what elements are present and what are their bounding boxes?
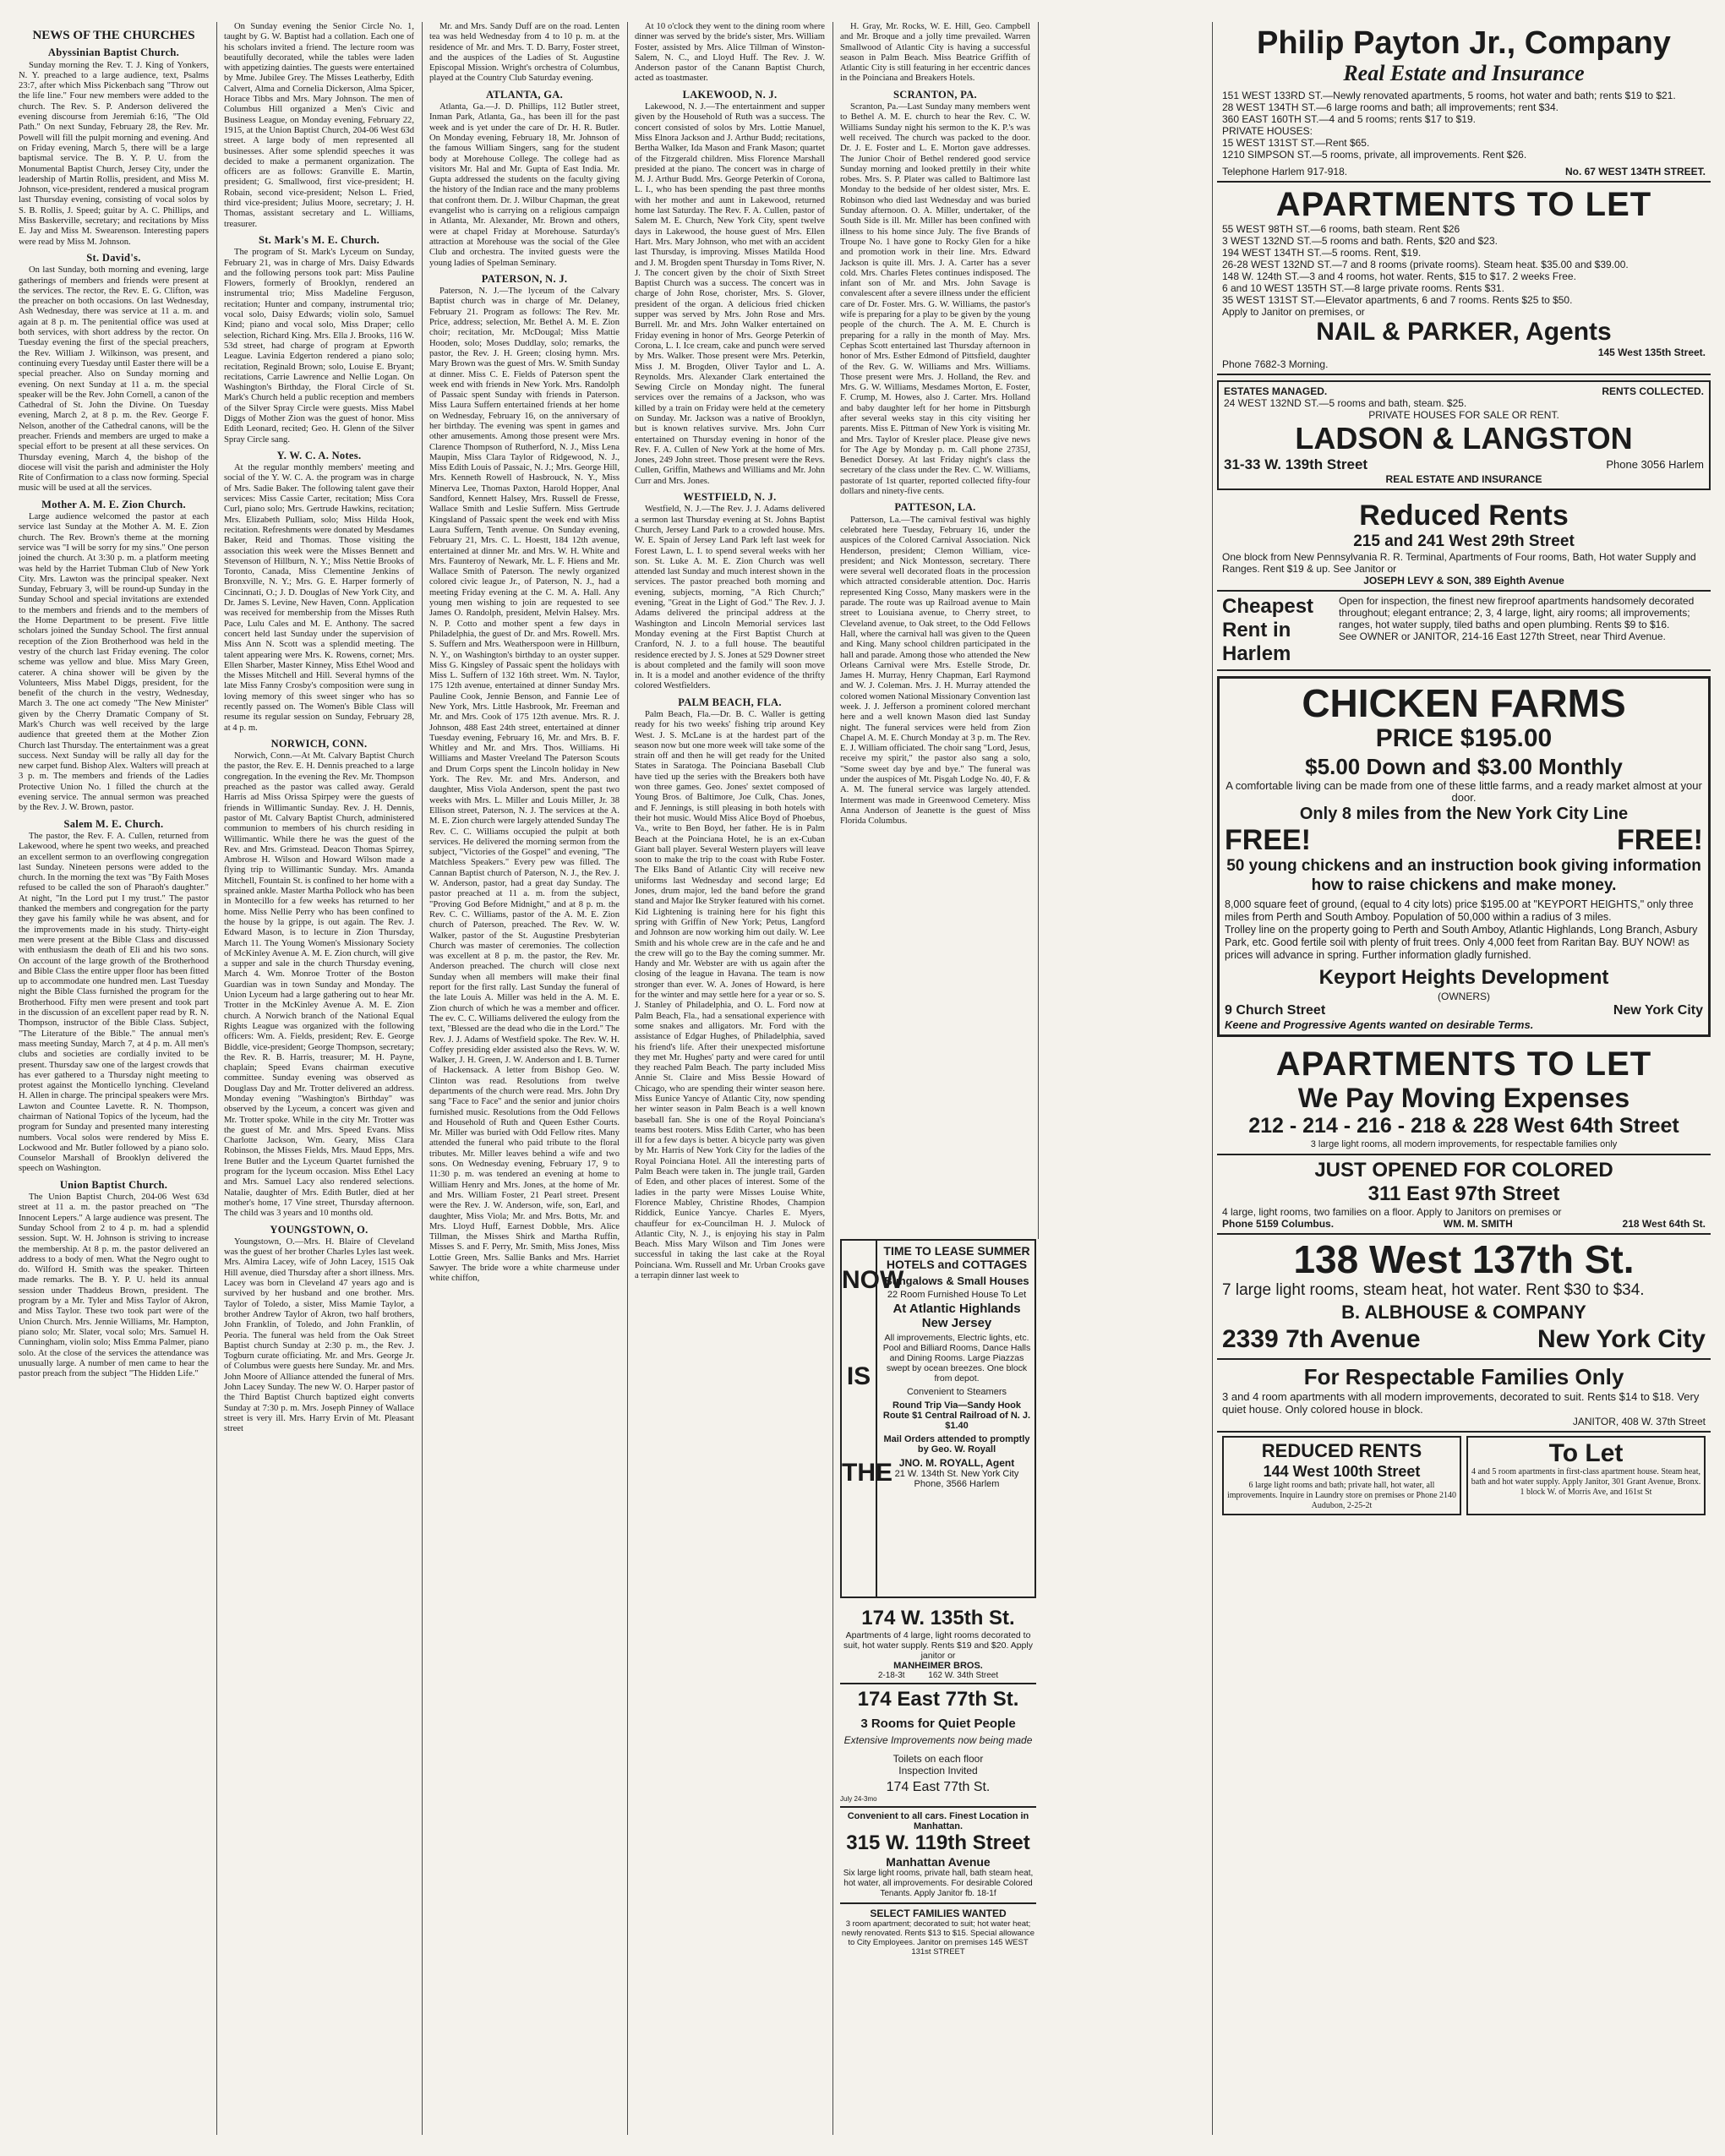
ad-phone: Telephone Harlem 917-918. bbox=[1222, 166, 1348, 177]
ad-line: PRIVATE HOUSES FOR SALE OR RENT. bbox=[1368, 409, 1559, 421]
ad-address: 311 East 97th Street bbox=[1367, 1182, 1560, 1205]
ad-line: 35 WEST 131ST ST.—Elevator apartments, 6 and 7 rooms. Rents $25 to $50. bbox=[1222, 294, 1573, 306]
chicken-farms-ad bbox=[1217, 676, 1711, 1037]
article-body: Lakewood, N. J.—The entertainment and supper given by the Household of Ruth was a success. The concert consisted of solos by Mrs. Lottie Manuel, Miss Elnora Jackson and J. Arthur Budd; recitations, Bertha Walker, Ida Mason and Frank Mason; quartet of the Fitzgerald children. Miss Florence Marshall presided at the piano. The concert was in charge of M. J. Arthur Budd. Mrs. George Peterkin of Corona, L. I., who has been spending the past three months with her mother and aunt in Lakewood, returned home last Saturday. The Rev. F. A. Cullen, pastor of Salem M. E. Church, New York City, spent twelve days in Lakewood, the house guest of Mrs. Ellen Hart. Mrs. Mary Johnson, who met with an accident last Thursday, is improving. Misses Matilda Hood and J. M. Brogden spent Thursday in Toms River, N. J. The concert given by the choir of Sixth Street Baptist Church was a success. The concert was in charge of John Rose, chorister, Mrs. S. Glover, president of the organ. A delicious fried chicken supper was served by Mrs. John Rose and Mrs. Burrell. Mr. and Mrs. John Walker entertained on Friday evening in honor of Mrs. George Peterkin of Corona, L. I. Ice cream, cake and punch were served by Mrs. Walker. Those present were Mrs. Peterkin, Miss J. M. Brogden, Oliver Taylor and L. A. Reynolds. Mrs. Alexander Clark entertained the Sewing Circle on Monday night. The funeral services over the remains of a Jackson, who was killed by a train on Friday were held at the cemetery on Sunday. Mr. Jackson was a native of Brooklyn, but is known relatives survive. Mrs. John Curr entertained on Thursday evening in honor of the Rev. F. A. Cullen of New York at the home of Mrs. Jones, 249 John street. Those present were the Revs. Cullen, Griffin, Mathews and Williams and Mr. John Curr and Mrs. Jones. bbox=[635, 102, 825, 486]
ad-title: 174 W. 135th St. bbox=[861, 1607, 1015, 1629]
ad-address: 145 West 135th Street. bbox=[1597, 347, 1706, 358]
ad-line: Extensive Improvements now being made bbox=[843, 1734, 1033, 1746]
column-1-sections bbox=[19, 47, 209, 1379]
ad-address: 2339 7th Avenue bbox=[1222, 1325, 1421, 1353]
article-body: The program of St. Mark's Lyceum on Sunday, February 21, was in charge of Mrs. Daisy Edwards and the following persons took part: Miss Pauline Flowers, formerly of Brooklyn, rendered an instrumental trio; Miss Madeline Ferguson, recitation; Hunter and company, instrumental trio; vocal solo, Daisy Edwards; violin solo, Samuel Kind; piano and vocal solo, Miss Draper; cello selection, Richard King. Mrs. Ella J. Brooks, 116 W. 53d street, had charge of program at Epworth League. Lavinia Edgerton rendered a piano solo; recitation, Reginald Brown; solo, Louise E. Bryant; recitations, Carrie Lawrence and Nellie Logan. On Washington's Birthday, the Floral Circle of St. Mark's Church held a public reception and members of the Silver Spray Circle were guests. Miss Mabel Diggs of Mother Zion was the guest of honor. Miss Edith Leonard, recited; Geo. H. Glenn of the Silver Spray Circle sang. bbox=[224, 248, 414, 445]
column-divider bbox=[422, 22, 423, 2135]
ad-terms: $5.00 Down and $3.00 Monthly bbox=[1305, 754, 1623, 779]
ad-address: No. 67 WEST 134TH STREET. bbox=[1564, 166, 1706, 177]
ad-line: 151 WEST 133RD ST.—Newly renovated apartments, 5 rooms, hot water and bath; rents $19 to $21. bbox=[1222, 90, 1676, 101]
ad-subtitle: We Pay Moving Expenses bbox=[1297, 1083, 1630, 1113]
column-divider bbox=[1038, 22, 1039, 1239]
article-heading: WESTFIELD, N. J. bbox=[683, 491, 777, 504]
ad-title: APARTMENTS TO LET bbox=[1275, 1045, 1652, 1083]
ad-174-w-135th bbox=[840, 1604, 1036, 1684]
ad-line: 24 WEST 132ND ST.—5 rooms and bath, steam. $25. bbox=[1224, 397, 1467, 409]
just-opened-ad bbox=[1217, 1155, 1711, 1235]
ad-title: For Respectable Families Only bbox=[1303, 1364, 1624, 1389]
ad-title: LADSON & LANGSTON bbox=[1295, 421, 1633, 456]
newspaper-page bbox=[19, 22, 1711, 2135]
ad-title: SELECT FAMILIES WANTED bbox=[870, 1908, 1007, 1919]
reduced-rents-100th-ad bbox=[1222, 1436, 1461, 1515]
article-body: Youngstown, O.—Mrs. H. Blaire of Cleveland was the guest of her brother Charles Lyles last week. Mrs. Almira Lacey, wife of John Lacey, 1515 Oak Hill avenue, died Thursday after a short illness. Mrs. Lacey was born in Cleveland 47 years ago and is survived by her husband and one brother. Mrs. Taylor of Toledo, a sister, Miss Mamie Taylor, a brother Andrew Taylor of Akron, two half brothers, John Franklin, of Toledo, and John Franklin, of Peoria. The funeral was held from the Oak Street Baptist church Sunday at 2:30 p. m., the Rev. J. Togburn curate officiating. Mr. and Mrs. George Jr. of Columbus were guests here Sunday. Mr. and Mrs. John Moore of Alliance attended the funeral of Mrs. John Lacey Sunday. The new W. O. Harper pastor of the Third Baptist Church baptized eight converts Sunday at 7:30 p. m. Mrs. Joseph Pinney of Wallace street is very ill. Mrs. Harry Ervin of Mt. Pleasant street bbox=[224, 1236, 414, 1434]
ad-select-families bbox=[840, 1904, 1036, 1960]
free-label: FREE! bbox=[1225, 824, 1311, 856]
ad-text: 4 and 5 room apartments in first-class apartment house. Steam heat, bath and hot water supply. Apply Janitor, 301 Grant Avenue, Bronx. 1 block W. of Morris Ave, and 161st St bbox=[1471, 1467, 1701, 1497]
ad-title: REDUCED RENTS bbox=[1261, 1440, 1422, 1461]
ad-footer: REAL ESTATE AND INSURANCE bbox=[1385, 473, 1542, 485]
article-body: Patterson, La.—The carnival festival was highly celebrated here Tuesday, February 16, under the auspices of the Colored Carnival Association. Nick Henderson, president; Clemon William, vice-president; and Nick Montesson, secretary. There were several well decorated floats in the procession which attracted considerable attention. Doc. Harris represented King Cosso, Many maskers were in the parade. The route was up Railroad avenue to Main street to Louisiana avenue, to Cherry street, to Cleveland avenue, to Oak street, to the Odd Fellows Hall, where the carnival hall was given to the Queen and King. Many school children participated in the hall and parade. Among those who attended the New Orleans Carnival were Mrs. Estelle Strode, Dr. James H. Murray, Henry Chapman, Earl Raymond and W. J. Coleman. Mrs. J. H. Murray attended the colored women National Missionary Convention last week. J. J. Jefferson a prominent colored merchant here and a well known Mason died last Sunday night. The funeral services were held from Zion Chapel A. M. E. Church Monday at 3 p. m. The Rev. E. J. William officiated. The choir sang "Lord, Jesus, receive my spirit," the pastor also sang a solo, "Some sweet day bye and bye." The funeral was under the auspices of Mt. Pisgah Lodge No. 40, F. & A. M. The funeral service was largely attended. Interment was made in Greenwood Cemetery. Miss Anna Anderson of Jeanette is the guest of Miss Florida Columbus. bbox=[840, 515, 1030, 827]
article-heading: St. Mark's M. E. Church. bbox=[258, 233, 380, 246]
ad-subtitle: Bungalows & Small Houses bbox=[884, 1274, 1029, 1287]
ad-phone: Phone, 3566 Harlem bbox=[914, 1479, 1000, 1489]
ad-line: Apply to Janitor on premises, or bbox=[1222, 306, 1365, 318]
article-heading: Abyssinian Baptist Church. bbox=[47, 46, 180, 59]
ad-line: (OWNERS) bbox=[1438, 991, 1490, 1002]
ad-line: 360 EAST 160TH ST.—4 and 5 rooms; rents $17 to $19. bbox=[1222, 113, 1476, 125]
column-divider bbox=[1212, 22, 1213, 2135]
ad-subtitle: Real Estate and Insurance bbox=[1343, 61, 1585, 85]
article-body: Paterson, N. J.—The lyceum of the Calvary Baptist church was in charge of Mr. Delaney, February 21. Program as follows: The Rev. Mr. Price, address; selection, Mr. Bethel A. M. E. Zion choir; recitation, Mr. McDougal; Miss Mattie Hooden, solo; Moses Duddlay, solo; remarks, the pastor, the Rev. J. H. Green; closing hymn. Mrs. Mary Brown was the guest of Mrs. W. Smith Sunday at dinner. Miss C. E. Fields of Paterson spent the week end with friends in New York. Mrs. Randolph of Passaic spent Sunday with friends in Paterson. Miss Laura Suffern entertained friends at her home on Wednesday, February 16, on the anniversary of her birthday. The evening was spent in games and other amusements. Among those present were Mrs. Clarence Thompson of Rutherford, N. J., Miss Lena Maupin, Miss Clara Taylor of Ridgewood, N. J., Miss Edith Louis of Passaic, N. J.; Mrs. George Hill, Mrs. Kenneth Rowell of Hasbrouck, N. Y., Miss Minerva Lee, Thomas Paxton, Harold Hopper, Anal Sandford, Kennett Halsey, Mrs. Russell de Fresse, Wallace Smith and Leslie Suffern. Miss Gertrude Kingsland of Passaic spent the week end with Miss Laura Suffern, Tenth avenue. On Sunday evening, February 21, Mrs. C. L. Hoestt, 184 12th avenue, entertained at dinner Mr. and Mrs. W. H. White and Mrs. Faunteroy of Newark, Mr. L. F. Hiens and Mr. Wallace Smith of Paterson. The newly organized colored civic league Jr., of Paterson, N. J., had a meeting Friday evening at the C. M. A. Hall. Any young men wishing to join are requested to see James O. Randolph, president, Melvin Halsey. Mrs. N. P. Cotto and mother spent a few days in Philadelphia, the guest of Dr. and Mrs. Rowell. Mrs. S. Suffern and Mrs. Weatherspoon were in Hillburn, N. Y., on Washington's birthday to an oyster supper. Miss G. Kingsley of Passaic spent the holidays with Miss L. Suffern of 132 16th street. Wm. N. Taylor, 175 12th avenue, entertained at dinner Sunday Mrs. Pauline Cook, Jennie Benson, and Fannie Lee of New York, Mrs. Little Hasbrook, Mr. Freeman and Mr. and Mrs. Cook of 175 12th avenue. Mrs. R. J. Johnson, 488 East 24th street, entertained at dinner Tuesday evening, February 16, Mr. and Mrs. B. F. Whitley and Mr. and Mrs. Thos. Williams. Hi Williams and Master Vreeland The Paterson Scouts and Drum Corps spent the Lincoln holiday in New York. The Rev. Mr. and Mrs. Anderson, and daughter, Miss Viola Anderson, spent the past two weeks with Mrs. L. Miller and Louis Miller, Jr. 38 Ellison street, Paterson, N. J. The services at the A. M. E. Zion church were largely attended Sunday The Rev. C. C. Williams occupied the pulpit at both services. He delivered the morning sermon from the subject, "Victories of the Gospel" and evening, "The Matchless Speakers." Every pew was filled. The Cannan Baptist church of Paterson, N. J., the Rev. J. W. Anderson, pastor, had a great day Sunday. The pastor preached at 11 a. m. from the subject, "Proving God Before Midnight," and at 8 p. m. the Rev. C. C. Williams, pastor of the A. M. E. Zion church of Paterson, preached. The Rev. W. W. Walker, pastor of the St. Augustine Presbyterian Church was master of ceremonies. The collection was excellent at 8 p. m. the pastor, the Rev. Mr. Anderson preached. The church will close next Sunday when all members will make their final report for the first rally. Last Sunday the funeral of the late Louis A. Miller was held in the A. M. E. Zion church of which he was a member and officer. The ev. C. C. Williams delivered the eulogy from the text, "Blessed are the dead who die in the Lord." The Rev. J. J. Adams of Westfield spoke. The Rev. W. H. Coffey presiding elder assisted also the Revs. W. W. Walker, J. H. Green, J. W. Anderson and I. B. Turner of Hackensack. A letter from Bishop Geo. W. Clinton was read. Resolutions from twelve departments of the church were read. Mrs. John Dry sang "Face to Face" and the senior and junior choirs furnished music. Resolutions from the Odd Fellows and Household of Ruth and Queen Esther Courts. Mr. Miller was buried with Odd Fellow rites. Many attended the funeral who paid tribute to the floral tributes. Mr. Miller leaves behind a wife and two sons. On Wednesday evening, February 17, 9 to 11:30 p. m. was tendered an evening at home to William Henry and Mrs. Jones, at the home of Mr. and Mrs. William Foster, 21 Pearl street. Present were the Rev. J. W. Anderson, wife, son, Earl, and daughter, Miss Viola; Mr. and Mrs. Botts, Mr. and Mrs. Lloyd Huff, Earnest Dobble, Mrs. Alice Tillman, the Misses Shirk and Martha Ruffin, Misses S. and F. Perry, Mr. Smith, Miss Jones, Miss Lottie Green, Mrs. Sallie Banks and Mrs. Harriet Sawyer. The bride wore a white charmeuse under white chiffon, bbox=[429, 287, 620, 1284]
ad-lines bbox=[1222, 223, 1706, 318]
ad-title: Reduced Rents bbox=[1359, 499, 1569, 532]
ad-agent: WM. M. SMITH bbox=[1443, 1218, 1513, 1230]
side-word: THE bbox=[842, 1459, 893, 1487]
article-body: Sunday morning the Rev. T. J. King of Yonkers, N. Y. preached to a large audience, text, Psalms 23:7, after which Miss Pickenbach sang "Throw out the life line." Four new members were added to the church. The Rev. S. P. Anderson delivered the evening discourse from Jeremiah 6:16, "The Old Path." On next Sunday, February 28, the Rev. Mr. Powell will fill the pulpit morning and evening. And on Friday evening, March 5, there will be a large baptismal service. The B. Y. P. U. from the Monumental Baptist Church, Jersey City, under the leadership of Martin Rollis, president, and Miss M. Johnson, vice-president, rendered a musical program last Thursday evening, consisting of vocal solos by S. B. Rollis, J. Speed; guitar by A. C. Phillips, and Miss Baskerville, secretary; and recitations by Miss E. Jay and Miss M. Swearenson. Interesting papers were read by Miss M. Johnson. bbox=[19, 60, 209, 247]
ad-line: Round Trip Via—Sandy Hook Route $1 Central Railroad of N. J. $1.40 bbox=[882, 1400, 1031, 1431]
ad-title: 315 W. 119th Street bbox=[846, 1831, 1030, 1854]
ad-line: 1210 SIMPSON ST.—5 rooms, private, all improvements. Rent $26. bbox=[1222, 149, 1527, 161]
ad-agent: JOSEPH LEVY & SON, 389 Eighth Avenue bbox=[1363, 575, 1564, 587]
article-body: On last Sunday, both morning and evening, large gatherings of members and friends were present at the services. The rector, the Rev. E. G. Clifton, was the preacher on both occasions. On last Wednesday, Ash Wednesday, there was service at 11 a. m. and again at 8 p. m. The penitential office was used at both services, with short address by the rector. On Tuesday evening the first of the special preachers, the Rev. William J. Wilkinson, was present, and continuing every Tuesday until Easter there will be a special preacher. Also on Sunday morning and evening. On next Sunday at 11 a. m. the special speaker will be the Rev. John Cornell, a canon of the Cathedral of St. John the Divine. On Tuesday evening, March 2, at 8 p. m. the Rev. George F. Nelson, another of the Cathedral canons, will be the preacher. Friends and members are urged to make a special effort to be present at all these services. On Thursday evening, March 4, the bishop of the diocese will visit the parish and administer the Holy Rite of Confirmation to a class now forming. Special music will be used at all the services. bbox=[19, 265, 209, 494]
ad-address: 21 W. 134th St. New York City bbox=[894, 1469, 1019, 1479]
ad-line: Only 8 miles from the New York City Line bbox=[1299, 805, 1629, 823]
ad-text: 4 large, light rooms, two families on a floor. Apply to Janitors on premises or bbox=[1222, 1206, 1562, 1218]
column-4-sections bbox=[635, 22, 825, 1281]
ad-line: Mail Orders attended to promptly by Geo. W. Royall bbox=[883, 1434, 1030, 1455]
article-body: H. Gray, Mr. Rocks, W. E. Hill, Geo. Campbell and Mr. Broque and a jolly time prevailed. Warren Smallwood of Atlantic City is having a successful season in Palm Beach. Miss Beatrice Griffith of Atlantic City is still featuring in her eccentric dances in the Poinciana and Breakers Hotels. bbox=[840, 22, 1030, 84]
ad-text: A comfortable living can be made from one of these little farms, and a ready market almost at your door. bbox=[1226, 779, 1702, 804]
column-divider bbox=[832, 22, 833, 2135]
ad-title: 138 West 137th St. bbox=[1293, 1237, 1635, 1281]
apartments-64th-ad bbox=[1217, 1042, 1711, 1155]
ad-line: 28 WEST 134TH ST.—6 large rooms and bath; all improvements; rent $34. bbox=[1222, 101, 1559, 113]
small-ads-column bbox=[840, 1604, 1036, 1960]
column-2-sections bbox=[224, 22, 414, 1434]
ad-line: Toilets on each floor bbox=[893, 1753, 984, 1765]
respectable-families-ad bbox=[1217, 1360, 1711, 1433]
ad-line: 55 WEST 98TH ST.—6 rooms, bath steam. Rent $26 bbox=[1222, 223, 1460, 235]
ad-174-e-77th bbox=[840, 1684, 1036, 1808]
ad-footer: 2-18-3t 162 W. 34th Street bbox=[877, 1671, 999, 1680]
ad-text: One block from New Pennsylvania R. R. Terminal, Apartments of Four rooms, Bath, Hot water Supply and Ranges. Rent $19 & up. See Janitor or bbox=[1222, 551, 1696, 575]
apartments-to-let-ad bbox=[1217, 183, 1711, 375]
ad-address: 212 - 214 - 216 - 218 & 228 West 64th Street bbox=[1248, 1114, 1679, 1138]
ad-title: CHICKEN FARMS bbox=[1302, 681, 1626, 725]
ad-315-w-119th bbox=[840, 1808, 1036, 1904]
ad-footer: Keene and Progressive Agents wanted on desirable Terms. bbox=[1225, 1018, 1534, 1031]
column-2 bbox=[224, 22, 414, 2135]
ad-line: 148 W. 124th ST.—3 and 4 rooms, hot water. Rents, $15 to $17. 2 weeks Free. bbox=[1222, 270, 1576, 282]
article-body: At 10 o'clock they went to the dining room where dinner was served by the bride's sister, Mrs. William Foster, assisted by Mrs. Alice Tillman of Winston-Salem, N. C., and Lloyd Huff. The Rev. J. W. Anderson pastor of the Canann Baptist Church, acted as toastmaster. bbox=[635, 22, 825, 84]
ad-title: To Let bbox=[1548, 1439, 1624, 1467]
column-1 bbox=[19, 22, 209, 2135]
ad-footer: See OWNER or JANITOR, 214-16 East 127th Street, near Third Avenue. bbox=[1339, 630, 1666, 642]
section-header: NEWS OF THE CHURCHES bbox=[32, 29, 195, 42]
ad-text: 8,000 square feet of ground, (equal to 4 city lots) price $195.00 at "KEYPORT HEIGHTS," only three miles from Perth and South Amboy. Population of 50,000 within a radius of 3 miles. bbox=[1225, 898, 1694, 923]
ad-city: New York City bbox=[1613, 1003, 1703, 1018]
article-heading: Y. W. C. A. Notes. bbox=[276, 449, 362, 461]
ad-text: Trolley line on the property going to Perth and South Amboy, Atlantic Highlands, Long Branch, Asbury Park, etc. Good fertile soil with plenty of fruit trees. Only 4,000 feet from Raritan Bay. BUY NOW! as prices will advance in spring. Further information gladly furnished. bbox=[1225, 924, 1698, 961]
article-heading: ATLANTA, GA. bbox=[486, 88, 563, 101]
column-3 bbox=[429, 22, 620, 2135]
ad-line: 3 WEST 132ND ST.—5 rooms and bath. Rents, $20 and $23. bbox=[1222, 235, 1498, 247]
payton-ad bbox=[1217, 22, 1711, 183]
side-word: IS bbox=[846, 1362, 871, 1390]
ad-agent: MANHEIMER BROS. bbox=[893, 1661, 983, 1671]
ad-subtitle: 3 Rooms for Quiet People bbox=[860, 1717, 1016, 1731]
ad-line: Inspection Invited bbox=[898, 1765, 978, 1777]
ad-title: JUST OPENED FOR COLORED bbox=[1314, 1159, 1613, 1182]
ad-janitor: JANITOR, 408 W. 37th Street bbox=[1572, 1416, 1706, 1427]
article-heading: PALM BEACH, FLA. bbox=[678, 696, 782, 708]
column-3-sections bbox=[429, 22, 620, 1285]
article-heading: PATERSON, N. J. bbox=[481, 272, 568, 285]
article-heading: St. David's. bbox=[86, 251, 141, 264]
ad-title: Philip Payton Jr., Company bbox=[1257, 25, 1671, 61]
ad-address: 174 East 77th St. bbox=[886, 1780, 991, 1794]
ad-text: 3 and 4 room apartments with all modern improvements, decorated to suit. Rents $14 to $18. Very quiet house. Only colored house in block. bbox=[1222, 1390, 1700, 1416]
article-body: On Sunday evening the Senior Circle No. 1, taught by G. W. Baptist had a collation. Each one of his scholars invited a friend. The lecture room was beautifully decorated, while the tables were laden with appetizing dainties. The guests were entertained by Mme. Jubilee Grey. The Misses Leatherby, Edith Calvert, Alma and Cornelia Dickerson, Alma Spicer, Horace Tibbs and Mrs. Mary Johnson. The men of Columbus Hill organized a Men's Civic and Business League, on Monday evening, February 22, 1915, at the Union Baptist Church, 204-06 West 63d street. A large body of men represented all businesses. After some splendid speeches it was decided to make a permanent organization. The officers are as follows: Granville E. Martin, president; G. Smallwood, first vice-president; H. Robain, second vice-president; Nelson L. Fried, third vice-president; Julius Moore, secretary; J. H. Thomas, assistant secretary and L. Williams, treasurer. bbox=[224, 22, 414, 229]
ad-address: 9 Church Street bbox=[1225, 1003, 1326, 1018]
ad-agent: JNO. M. ROYALL, Agent bbox=[898, 1457, 1015, 1469]
ad-text: Apartments of 4 large, light rooms decorated to suit, hot water supply. Rents $19 and $20. Apply janitor or bbox=[843, 1630, 1033, 1661]
column-divider bbox=[627, 22, 628, 2135]
ad-line: 26-28 WEST 132ND ST.—7 and 8 rooms (private rooms). Steam heat. $35.00 and $39.00. bbox=[1222, 259, 1629, 270]
ad-line: PRIVATE HOUSES: bbox=[1222, 125, 1313, 137]
article-heading: SCRANTON, PA. bbox=[893, 88, 977, 101]
ad-address: 218 West 64th St. bbox=[1622, 1218, 1706, 1230]
article-body: Westfield, N. J.—The Rev. J. J. Adams delivered a sermon last Thursday evening at St. Johns Baptist Church, Jersey Land Park to a crowded house. Mrs. W. E. Spain of Jersey Land Park left last week for Forest Lawn, L. I. to spend several weeks with her son. St. Luke A. M. E. Zion Church was well attended last Sunday and much interest shown in the services. The pastor preached both morning and evening, subjects, morning, "A Rich Church;" evening, "Great in the Light of God." The Rev. J. J. Adams delivered the principal address at the Washington and Lincoln Memorial services last Monday evening at the First Baptist Church at Cranford, N. J. to a full house. The beautiful residence erected by J. S. Jones at 529 Downer street is about completed and the family will soon move in. It is a model and another evidence of the thrifty colored Westfielders. bbox=[635, 505, 825, 691]
ad-text: 6 large light rooms and bath; private hall, hot water, all improvements. Inquire in Laundry store on premises or Phone 2140 Audubon, 2-25-2t bbox=[1226, 1481, 1457, 1510]
article-heading: Union Baptist Church. bbox=[59, 1178, 168, 1191]
ad-phone: Phone 5159 Columbus. bbox=[1222, 1218, 1335, 1230]
ad-place: At Atlantic Highlands bbox=[893, 1302, 1021, 1316]
article-body: Atlanta, Ga.—J. D. Phillips, 112 Butler street, Inman Park, Atlanta, Ga., has been ill for the past week and is yet under the care of Dr. H. R. Butler. On Monday evening, February 18, Mr. Johnson of the famous William Singers, sang for the student body at Morehouse College. The college had as visitors Mr. Hal and Mr. Gupta of East India. Mr. Gupta addressed the students on the faculty giving the history of the Indian race and the many problems that confront them. Dr. J. Wilbur Chapman, the great evangelist who is carrying on a religious campaign in Atlanta, Mr. Alexander, Mr. Brown and others, were at chapel Friday at Morehouse. Saturday's attraction at Morehouse was the social of the Glee Club and orchestra. The invited guests were the young ladies of Spelman Seminary. bbox=[429, 102, 620, 268]
column-5-sections bbox=[840, 22, 1030, 827]
ad-details: All improvements, Electric lights, etc. Pool and Billiard Rooms, Dance Halls and Dining Rooms. Large Piazzas swept by ocean breezes. One block from depot. bbox=[882, 1333, 1031, 1384]
ad-title: TIME TO LEASE SUMMER HOTELS and COTTAGES bbox=[883, 1244, 1030, 1271]
column-5 bbox=[840, 22, 1030, 1231]
ad-offer: 50 young chickens and an instruction book giving information how to raise chickens and make money. bbox=[1226, 857, 1701, 894]
reduced-rents-ad bbox=[1217, 495, 1711, 592]
article-body: The Union Baptist Church, 204-06 West 63d street at 11 a. m. the pastor preached on "The Innocent Lepers." A large audience was present. The Sunday School from 2 to 4 p. m. had a splendid session. Supt. W. H. Johnson is striving to increase the membership. At 8 p. m. the pastor delivered an address to a body of men. What the Negro ought to do. Wilford H. Smith was the speaker. Thirteen made remarks. The B. Y. P. U. held its annual session under Thaddeus Brown, president. The program by a Mr. Tyler and Miss Taylor of Akron, and Miss Taylor. These two took part were of the Union Church. Mrs. Jennie Williams, Mr. Hampton, piano solo; Mr. Slater, vocal solo; Mrs. Samuel H. Cunningham, violin solo; Miss Emma Palmer, piano solo. At the close of the services the attendance was unusually large. A number of men came to hear the pastor preach from the subject "The Hidden Life." bbox=[19, 1193, 209, 1379]
summer-hotel-ad bbox=[840, 1239, 1036, 1598]
now-is-the-sidebar bbox=[842, 1241, 904, 1597]
ad-line: RENTS COLLECTED. bbox=[1602, 385, 1704, 397]
side-word: NOW bbox=[842, 1266, 904, 1294]
ad-price: PRICE $195.00 bbox=[1375, 724, 1553, 752]
article-heading: Mother A. M. E. Zion Church. bbox=[41, 498, 186, 510]
ad-title: 174 East 77th St. bbox=[857, 1688, 1019, 1711]
ad-text: 7 large light rooms, steam heat, hot water. Rent $30 to $34. bbox=[1222, 1281, 1645, 1299]
article-body: The pastor, the Rev. F. A. Cullen, returned from Lakewood, where he spent two weeks, and preached an excellent sermon to an overflowing congregation last Sunday. Nineteen persons were added to the church. In the morning the text was "By Faith Moses refused to be called the son of Pharaoh's daughter." At night, "In the Lord put I my trust." The pastor thanked the members and congregation for the party they gave his family while he was absent, and for the improvements made in his study. Thirty-eight men were present at the Bible Class and discussed with enthusiasm the death of Eli and his two sons. On account of the large growth of the Brotherhood and Bible Class the entire upper floor has been fitted up to accommodate one hundred men. Last Tuesday night the Bible Class furnished the program for the Brotherhood. Fifty men were present and took part in the discussion of an excellent paper read by R. N. Thompson, instructor of the Bible Class. Subject, "The Literature of the Bible." The annual men's mass meeting Sunday, March 7, at 4 p. m. All men's clubs and societies are cordially invited to be present. Thursday saw one of the largest crowds that has ever gathered to a Thursday night meeting to protest against the Monticello lynching. Cleveland H. Allen in charge. The principal speakers were Mrs. Lawton and Countee Lavette. R. N. Thompson, chairman of National Topics of the lyceum, had the program for Sunday and presented many interesting numbers. Vocal solos were rendered by Miss E. Lockwood and Mr. Butler followed by a piano solo. Counselor Marshall of Brooklyn delivered the speech on Washington. bbox=[19, 831, 209, 1174]
ad-text: Six large light rooms, private hall, bath steam heat, hot water, all improvements. For desirable Colored Tenants. Apply Janitor fb. 18-1f bbox=[843, 1869, 1034, 1898]
west-137th-ad bbox=[1217, 1235, 1711, 1360]
article-body: Large audience welcomed the pastor at each service last Sunday at the Mother A. M. E. Zion church. The Rev. Brown's theme at the morning service was "I will be sorry for my sins." One person joined the church. At 3:30 p. m. a platform meeting was held by the Harriet Tubman Club of New York City. Mrs. Lawton was the principal speaker. Next Sunday, February 3, will be round-up Sunday in the Sunday School and special invitations are extended to the members and friends and to the members of the Home Department to be present. Five little scholars joined the Sunday School. The first annual reception of the Zion Brotherhood was held in the vestry of the church last Friday evening. The color scheme was yellow and blue. Miss Mary Green, caterer. A china shower will be given by the Volunteers, Miss Mabel Diggs, president, for the benefit of the church in the vestry, Wednesday, March 3. The one act comedy "The New Minister" given by the Cherry Dramatic Company of St. Mark's Church was well received by the large audience that greeted them at the Mother Zion Church last Thursday. The entertainment was a great success. Next Sunday will be rally all day for the new carpet fund. Bishop Alex. Walters will preach at 3 p. m. The members and friends of the Ladies Protective Union No. 1 filled the church at the evening service. The annual sermon was preached by the Rev. J. W. Brown, pastor. bbox=[19, 512, 209, 813]
ad-address: 144 West 100th Street bbox=[1263, 1463, 1421, 1480]
ad-footer: July 24-3mo bbox=[840, 1795, 877, 1803]
cheapest-rent-ad bbox=[1217, 592, 1711, 671]
column-4 bbox=[635, 22, 825, 2135]
ad-text: 3 room apartment; decorated to suit; hot water heat; newly renovated. Rents $13 to $15. Special allowance to City Employees. Janitor on premises 145 WEST 131st STREET bbox=[841, 1919, 1035, 1957]
ad-title: Cheapest Rent in Harlem bbox=[1222, 595, 1314, 665]
article-body: Norwich, Conn.—At Mt. Calvary Baptist Church the pastor, the Rev. E. H. Dennis preached to a large congregation. In the evening the Rev. Mr. Thompson preached as the pastor was called away. Gerald Harris ad Miss Orissa Spirpey were the guests of friends in Willimantic Sunday. Rev. J. H. Dennis, pastor of Mt. Calvary Baptist Church, administered communion to members of his church residing in Willimantic. While there he was the guest of the Rev. and Mrs. Grimstead. Deacon Thomas Spirrey, Ambrose H. Wilson and Howard Wilson made a flying trip to Willimantic Sunday. Mrs. Amanda Mitchell, Fountain St. is confined to her home with a sprained ankle. Master Martha Pollock who has been in Montecillo for a few weeks has returned to her home. Miss Nellie Perry who has been confined to the house by la grippe, is out again. The Rev. J. Edward Mason, is to lecture in Zion Thursday, March 11. The Young Women's Missionary Society of McKinley Avenue A. M. E. Zion church, will give a supper and sale in the church Thursday evening, March 4. Wm. Monroe Trotter of the Boston Guardian was in town Sunday and Monday. The Union Lyceum had a large gathering out to hear Mr. Trotter in the McKinley Avenue A. M. E. Zion church. A Norwich branch of the National Equal Rights League was organized with the following officers: Wm. A. Fields, president; Rev. E. George Biddle, vice-president; George Thompson, secretary; the Rev. R. B. Harris, treasurer; M. H. Payne, chaplain; Speed Evans chairman executive committee. Sunday evening was observed as Douglass Day and Mr. Trotter delivered an address. Monday evening "Washington's Birthday" was observed by the Lyceum, a concert was given and Mr. Trotter spoke. While in the city Mr. Trotter was the guest of Mr. and Mrs. Speed Evans. Miss Charlotte Jackson, Wm. Geary, Miss Clara Robinson, the Misses Fields, Mrs. Maud Epps, Mrs. Irene Butler and the Lyceum Quartet furnished the program for the lyceum occasion. Miss Ethel Lacy and Mrs. Samuel Lacy also rendered selections. Natalie, daughter of Mrs. Edith Butler, died at her mother's home, 17 Vine street, Thursday afternoon. The child was 3 years and 10 months old. bbox=[224, 751, 414, 1219]
to-let-ad bbox=[1466, 1436, 1706, 1515]
column-divider bbox=[216, 22, 217, 2135]
article-heading: YOUNGSTOWN, O. bbox=[270, 1223, 368, 1236]
ad-city: New York City bbox=[1537, 1325, 1706, 1353]
ad-state: New Jersey bbox=[921, 1316, 992, 1330]
ad-line: Convenient to Steamers bbox=[906, 1387, 1007, 1397]
ad-line: ESTATES MANAGED. bbox=[1224, 385, 1328, 397]
ad-lines bbox=[1222, 90, 1706, 161]
ad-address: 31-33 W. 139th Street bbox=[1224, 456, 1368, 472]
ad-text: Open for inspection, the finest new fireproof apartments handsomely decorated throughout; elegant entrance; 2, 3, 4 large, light, airy rooms; all improvements; ranges, hot water supply, tiled baths and open plumbing. Rents $9 to $16. bbox=[1339, 595, 1695, 630]
free-label: FREE! bbox=[1617, 824, 1703, 856]
ad-company: Keyport Heights Development bbox=[1318, 966, 1609, 989]
ad-line: 22 Room Furnished House To Let bbox=[887, 1290, 1027, 1300]
bottom-ads-row bbox=[1217, 1433, 1711, 1519]
ad-line: 15 WEST 131ST ST.—Rent $65. bbox=[1222, 137, 1370, 149]
ad-line: Convenient to all cars. Finest Location in Manhattan. bbox=[847, 1811, 1029, 1831]
article-heading: LAKEWOOD, N. J. bbox=[682, 88, 778, 101]
ad-line: 194 WEST 134TH ST.—5 rooms. Rent, $19. bbox=[1222, 247, 1422, 259]
article-body: Mr. and Mrs. Sandy Duff are on the road. Lenten tea was held Wednesday from 4 to 10 p. m. at the residence of Mr. and Mrs. T. D. Barry, Foster street, and the auspices of the Ladies of St. Augustine Episcopal Mission. Wright's orchestra of Columbus, played at the Country Club Saturday evening. bbox=[429, 22, 620, 84]
ad-phone: Phone 7682-3 Morning. bbox=[1222, 358, 1329, 370]
ad-line: 6 and 10 WEST 135TH ST.—8 large private rooms. Rents $31. bbox=[1222, 282, 1504, 294]
article-heading: NORWICH, CONN. bbox=[270, 737, 368, 750]
ad-text: 3 large light rooms, all modern improvements, for respectable families only bbox=[1310, 1139, 1618, 1149]
article-heading: PATTESON, LA. bbox=[894, 501, 976, 514]
article-heading: Salem M. E. Church. bbox=[63, 817, 164, 830]
ads-column bbox=[1217, 22, 1711, 2135]
ad-title: APARTMENTS TO LET bbox=[1275, 186, 1652, 223]
ad-subtitle: Manhattan Avenue bbox=[886, 1855, 991, 1869]
article-body: Palm Beach, Fla.—Dr. B. C. Waller is getting ready for his two weeks' fishing trip around Key West. J. S. McLane is at the hardest part of the season now but one more week will take some of the strain off and then he will get ready for the United States in Saratoga. The Poinciana Baseball Club have tied up the series with the Breakers both have won three games. Geo. Jones' sextet composed of Young Bros. of Baltimore, Joe Culk, Chas. Jones, and F. Jennings, is still pleasing in both hotels with their hot music. Would Miss Alice Boyd of Phoebus, Va., write to Ben Boyd, her father. He is in Palm Beach at the Poinciana Hotel, he is an ex-Cuban Giant ball player. Several Western players will leave soon to make the trip to the coast with Rube Foster. The Elks Band of Atlantic City will receive new uniforms last Wednesday and second large; Ed Jones, drum major, led the band before the grand stand and Major Ike Stryker featured with his cornet. Kid Lightening is training here for his fight this spring with Griffin of New York; Petus, Langford and Johnson are now working him out daily. W. Lee Smith and his whole crew are in the cafe and he and the crew will go to the Bay the coming summer. Mr. Handy and Mr. Webster are with us again after the closing of the league in Havana. The team is now stronger than ever. W. A. Jones of Howard, is here for the winter and may settle here for a year or so. S. J. Stanley of Philadelphia, and O. L. Ford now at Palm Beach, Fla., had a sensational experience with some snakes and alligators. Mr. Ford with the assistance of Edgar Hughes, of Philadelphia, saved his friend's life. After their unexpected misfortune they met Mr. Hughes' party and were cared for until they reached Palm Beach. The party included Miss Annie St. Claire and Miss Bessie Howard of Chicago, who are spending their winter season here. Miss Eunice Yancye of Atlantic City, now spending her winter season in Palm Beach is a well known baseball fan. She is one of the Royal Poinciana's teams best rooters. Miss Edith Carter, who has been ill for a few days is better. A bicycle party was given by Mr. Harris of New York City for the ladies of the Royal Poinciana Hotel. All the interesting parts of Palm Beach were taken in. The jungle trail, Garden of Eden, and other places of interest. Some of the ladies in the party were Misses Louise White, Florence Mabley, Christine Rhodes, Champion Riddick, Eunice Yancye. Charles E. Myers, chauffeur for ex-Councilman H. J. Mulock of Atlantic City, N. J., is enjoying his stay in Palm Beach. Miss Mary Wilson and Tim Jones were successful in taking the last cake at the Royal Poinciana. Wm. Russell and Mr. Urban Crooks gave a terrapin dinner last week to bbox=[635, 710, 825, 1281]
ladson-langston-ad bbox=[1217, 380, 1711, 490]
article-body: Scranton, Pa.—Last Sunday many members went to Bethel A. M. E. church to hear the Rev. C. W. Williams Sunday night his sermon to the K. P.'s was well received. The church was packed to the door. Dr. J. E. Foster and L. E. Morton gave addresses. The Junior Choir of Bethel rendered good service Sunday morning and looked prettily in their white robes. Mrs. S. P. Plater was called to Baltimore last Monday to the bedside of her oldest sister, Mrs. E. Robinson who died last Wednesday and was buried Sunday afternoon. O. A. Miller, undertaker, of the South Side is ill. Mr. Miller has been confined with illness to his home since July. The five Brands of Troupe No. 1 have gone to Rocky Glen for a hike and promotion work in their line. Mrs. Edward Jackson is quite ill. Mrs. J. A. Carter has a sever cold. Mrs. Charles Fletes continues indisposed. The infant son of Mr. and Mrs. John Savage is convalescent after a severe illness under the efficient care of Dr. Foster. Mrs. G. W. Williams, the pastor's wife is preparing for a play to be given by the young people of the church. The A. M. E. Church is preparing for a rally in the month of May. Mrs. Cephas Scott entertained last Thursday afternoon in honor of Mrs. Esther Edmond of Pittsfield, daughter of the Rev. G. W. Williams and Mrs. Williams. Those present were Mrs. J. Holland, the Rev. and Mrs. G. W. Williams, Mesdames Morton, E. Foster, F. Crump, M. Howes, also J. Carter. Mrs. Holland and baby daughter left for her home in Pittsburgh after several weeks stay in this city visiting her parents. Miss E. Pittman of New York is visiting Mr. and Mrs. Taylor of Kresler place. Please give news for The Age by Monday p. m. Call phone 2735J, Benedict Dorsey. At last Friday night's class the secretary of the class under the Rev. C. W. Williams, pastorate of 1st quarter, reported collected fifty-four dollars and ninety-five cents. bbox=[840, 102, 1030, 497]
article-body: At the regular monthly members' meeting and social of the Y. W. C. A. the program was in charge of Mrs. Sadie Baker. The following talent gave their services: Miss Cassie Carter, recitation; Miss Cora Curl, piano solo; Mrs. Gertrude Hawkins, recitation; Mrs. Elizabeth Pulliam, solo; Miss Hilda Hook, recitation. Refreshments were donated by Mesdames Baker, Reid and Thomas. Those visiting the association this week were the Misses Bennett and Stevenson of Hillburn, N. Y.; Miss Nettie Brooks of Toronto, Canada, Miss Clementine Jenkins of Bronxville, N. Y.; Mrs. G. E. Harper formerly of Cincinnati, O.; J. D. Douglas of New York City, and Dr. James S. Levine, New Haven, Conn. Application was received for membership from the Misses Ruth Pace, Lulu Cales and M. E. Anthony. The sacred concert held last Sunday under the supervision of Miss Ann N. Scott was a splendid meeting. The talent appearing were Mrs. K. Rowens, cornet; Mrs. Ellen Sharber, Master Kinney, Miss Ethel Wood and the Misses Mitchell and Hill. Several hymns of the late Miss Fanny Crosby's composition were sung in loving memory of this sweet singer who has so recently passed on. The Women's Bible Class will resume its regular session on Sunday, February 28, at 4 p. m. bbox=[224, 463, 414, 733]
ad-subtitle: 215 and 241 West 29th Street bbox=[1353, 532, 1575, 550]
ad-phone: Phone 3056 Harlem bbox=[1606, 458, 1704, 471]
ad-agent: B. ALBHOUSE & COMPANY bbox=[1341, 1302, 1586, 1323]
ad-agent: NAIL & PARKER, Agents bbox=[1316, 318, 1612, 346]
